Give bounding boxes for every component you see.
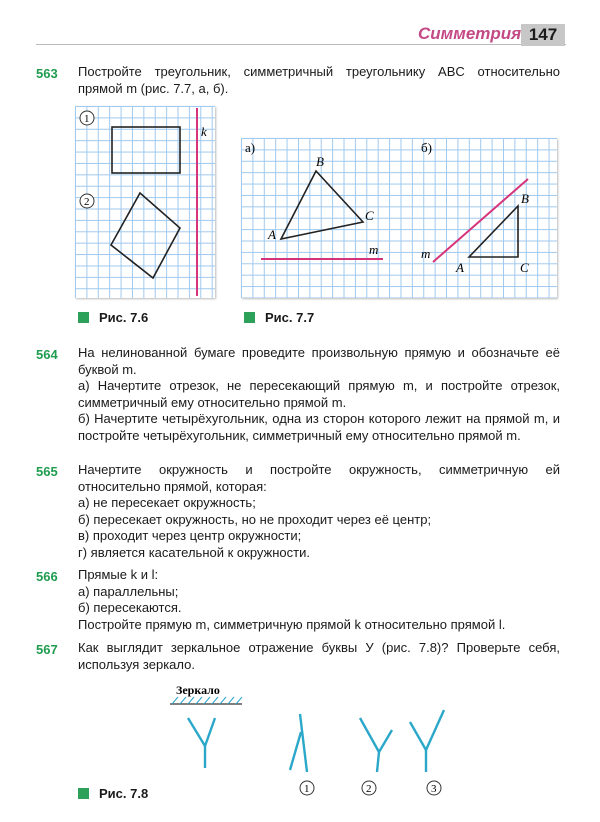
marker-1-text: 1 [84, 113, 90, 125]
problem-565-line: б) пересекает окружность, но не проходит через её центр; [78, 511, 432, 527]
problem-564-line: На нелинованной бумаге проведите произвольную прямую и обозначьте её буквой m. [78, 345, 560, 377]
option-1-text: 1 [304, 783, 310, 795]
problem-565-line: Начертите окружность и постройте окружность, симметричную ей относительно прямой, которая: [78, 462, 560, 494]
problem-number-564: 564 [36, 347, 58, 362]
mirror-label: Зеркало [176, 683, 220, 697]
a-label-C: C [365, 208, 374, 223]
triangle-abc-b [469, 206, 518, 257]
problem-564-line: б) Начертите четырёхугольник, одна из сторон которого лежит на прямой m, и постройте четырёхугольник, симметричный ему относительно прямой m. [78, 411, 560, 443]
figure-7-8-drawing [160, 682, 480, 802]
figure-7-7-grid [241, 138, 557, 298]
option-2-shape [360, 718, 392, 772]
line-m-b [433, 179, 528, 262]
figure-7-6-grid [75, 106, 215, 298]
triangle-abc-a [281, 171, 363, 239]
a-label-A: A [268, 227, 276, 242]
a-label-m: m [369, 242, 379, 257]
problem-number-567: 567 [36, 642, 58, 657]
problem-number-563: 563 [36, 66, 58, 81]
problem-565-line: г) является касательной к окружности. [78, 544, 310, 560]
figure-7-8-caption-text: Рис. 7.8 [99, 786, 149, 801]
option-3-shape [410, 710, 444, 772]
figure-7-8-caption [78, 786, 148, 801]
problem-564-line: а) Начертите отрезок, не пересекающий прямую m, и постройте отрезок, симметричный ему относительно прямой m. [78, 378, 560, 410]
problem-566-line: Прямые k и l: [78, 567, 159, 582]
problem-566-line: б) пересекаются. [78, 600, 182, 615]
problem-number-565: 565 [36, 464, 58, 479]
caption-marker-icon [78, 788, 89, 799]
rectangle-shape [112, 127, 180, 173]
figure-7-7-drawing [241, 138, 557, 298]
b-label-B: B [521, 191, 529, 206]
part-a-label: а) [245, 140, 256, 155]
header-rule [36, 44, 566, 45]
problem-566-text [78, 567, 560, 633]
figure-7-6-drawing [75, 106, 215, 298]
figure-7-7-caption-text: Рис. 7.7 [265, 310, 315, 325]
problem-566-line: Постройте прямую m, симметричную прямой k относительно прямой l. [78, 616, 506, 632]
b-label-C: C [520, 260, 529, 275]
quadrilateral-shape [111, 193, 180, 278]
problem-number-566: 566 [36, 569, 58, 584]
marker-2-text: 2 [84, 196, 90, 208]
figure-7-6-caption [78, 310, 148, 325]
problem-565-line: а) не пересекает окружность; [78, 495, 256, 510]
section-title: Симметрия [418, 24, 522, 43]
problem-563-text [78, 64, 560, 97]
problem-566-line: а) параллельны; [78, 583, 179, 599]
option-3-text: 3 [431, 783, 437, 795]
problem-565-line: в) проходит через центр окружности; [78, 528, 302, 543]
page-number: 147 [521, 24, 565, 46]
problem-564-text [78, 345, 560, 444]
part-b-label: б) [421, 140, 432, 155]
figure-7-7-caption [244, 310, 314, 325]
b-label-A: A [456, 260, 464, 275]
option-1-shape [290, 714, 307, 772]
a-label-B: B [316, 154, 324, 169]
problem-565-text [78, 462, 560, 561]
letter-u-original [188, 718, 215, 768]
figure-7-6-caption-text: Рис. 7.6 [99, 310, 149, 325]
caption-marker-icon [78, 312, 89, 323]
label-k: k [201, 124, 207, 139]
option-2-text: 2 [366, 783, 372, 795]
b-label-m: m [421, 246, 431, 261]
problem-567-text [78, 640, 560, 673]
caption-marker-icon [244, 312, 255, 323]
problem-563-line: Постройте треугольник, симметричный треугольнику ABC относительно прямой m (рис. 7.7, a, б). [78, 64, 560, 96]
mirror-hatch-icon [172, 697, 242, 704]
problem-567-line: Как выглядит зеркальное отражение буквы У (рис. 7.8)? Проверьте себя, используя зеркало. [78, 640, 560, 672]
